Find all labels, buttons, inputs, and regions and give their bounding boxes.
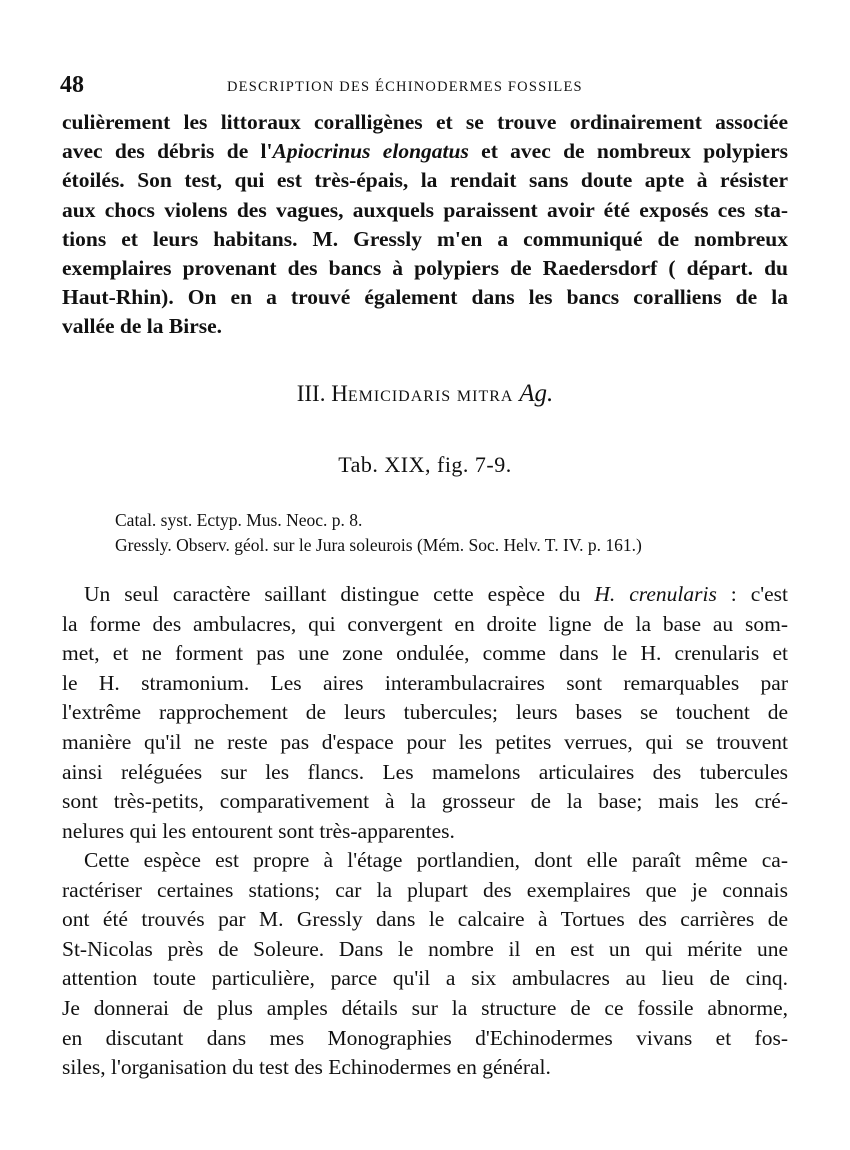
text-line: aux chocs violens des vagues, auxquels paraissent avoir été exposés ces sta- xyxy=(62,197,788,222)
text-line: en discutant dans mes Monographies d'Echinodermes vivans et fos- xyxy=(62,1025,788,1050)
section-heading xyxy=(0,380,850,408)
stratigraphy-paragraph xyxy=(62,846,788,1083)
text-line: manière qu'il ne reste pas d'espace pour les petites verrues, qui se trouvent xyxy=(62,729,788,754)
text-line: attention toute particulière, parce qu'il a six ambulacres au lieu de cinq. xyxy=(62,966,788,991)
species-name: MITRA xyxy=(456,388,514,405)
page-header xyxy=(60,72,790,102)
text-line: vallée de la Birse. xyxy=(62,314,223,339)
running-title: DESCRIPTION DES ÉCHINODERMES FOSSILES xyxy=(227,79,583,95)
reference-line: Gressly. Observ. géol. sur le Jura soleurois (Mém. Soc. Helv. T. IV. p. 161.) xyxy=(115,535,642,555)
bibliographic-references xyxy=(115,508,642,558)
text-line: sont très-petits, comparativement à la grosseur de la base; mais les cré- xyxy=(62,789,788,814)
description-paragraph xyxy=(62,580,788,846)
text-line: met, et ne forment pas une zone ondulée, comme dans le H. crenularis et xyxy=(62,641,788,666)
genus-name: HEMICIDARIS xyxy=(331,381,452,406)
text-line: siles, l'organisation du test des Echinodermes en général. xyxy=(62,1055,551,1080)
text-line: tions et leurs habitans. M. Gressly m'en a communiqué de nombreux xyxy=(62,226,788,251)
text-line: exemplaires provenant des bancs à polypiers de Raedersdorf ( départ. du xyxy=(62,256,788,281)
text-line: Un seul caractère saillant distingue cette espèce du H. crenularis : c'est xyxy=(84,582,789,606)
plate-reference: Tab. XIX, fig. 7-9. xyxy=(338,452,512,477)
text-line: Je donnerai de plus amples détails sur la structure de ce fossile abnorme, xyxy=(62,995,788,1020)
text-line: ainsi reléguées sur les flancs. Les mamelons articulaires des tubercules xyxy=(62,759,788,784)
text-line: Haut-Rhin). On en a trouvé également dans les bancs coralliens de la xyxy=(62,285,788,310)
page-number: 48 xyxy=(60,72,84,98)
text-line: la forme des ambulacres, qui convergent en droite ligne de la base au som- xyxy=(62,611,788,636)
text-line: Cette espèce est propre à l'étage portlandien, dont elle paraît même ca- xyxy=(84,848,788,872)
text-line: culièrement les littoraux coralligènes et se trouve ordinairement associée xyxy=(62,110,788,134)
text-line: l'extrême rapprochement de leurs tubercules; leurs bases se touchent de xyxy=(62,700,788,725)
section-numeral: III. xyxy=(296,381,326,406)
intro-paragraph xyxy=(62,108,788,342)
text-line: St-Nicolas près de Soleure. Dans le nombre il en est un qui mérite une xyxy=(62,936,788,961)
text-line: ont été trouvés par M. Gressly dans le calcaire à Tortues des carrières de xyxy=(62,907,788,932)
text-line: nelures qui les entourent sont très-apparentes. xyxy=(62,818,455,843)
text-line: étoilés. Son test, qui est très-épais, la rendait sans doute apte à résister xyxy=(62,168,788,193)
text-line: ractériser certaines stations; car la plupart des exemplaires que je connais xyxy=(62,877,788,902)
reference-line: Catal. syst. Ectyp. Mus. Neoc. p. 8. xyxy=(115,510,363,530)
italic-species-name: Apiocrinus elongatus xyxy=(272,139,469,164)
italic-species-name: H. crenularis xyxy=(594,582,717,606)
text-line: le H. stramonium. Les aires interambulacraires sont remarquables par xyxy=(62,670,788,695)
text-line: avec des débris de l'Apiocrinus elongatus et avec de nombreux polypiers xyxy=(62,139,789,164)
author-abbrev: Ag. xyxy=(519,380,554,407)
